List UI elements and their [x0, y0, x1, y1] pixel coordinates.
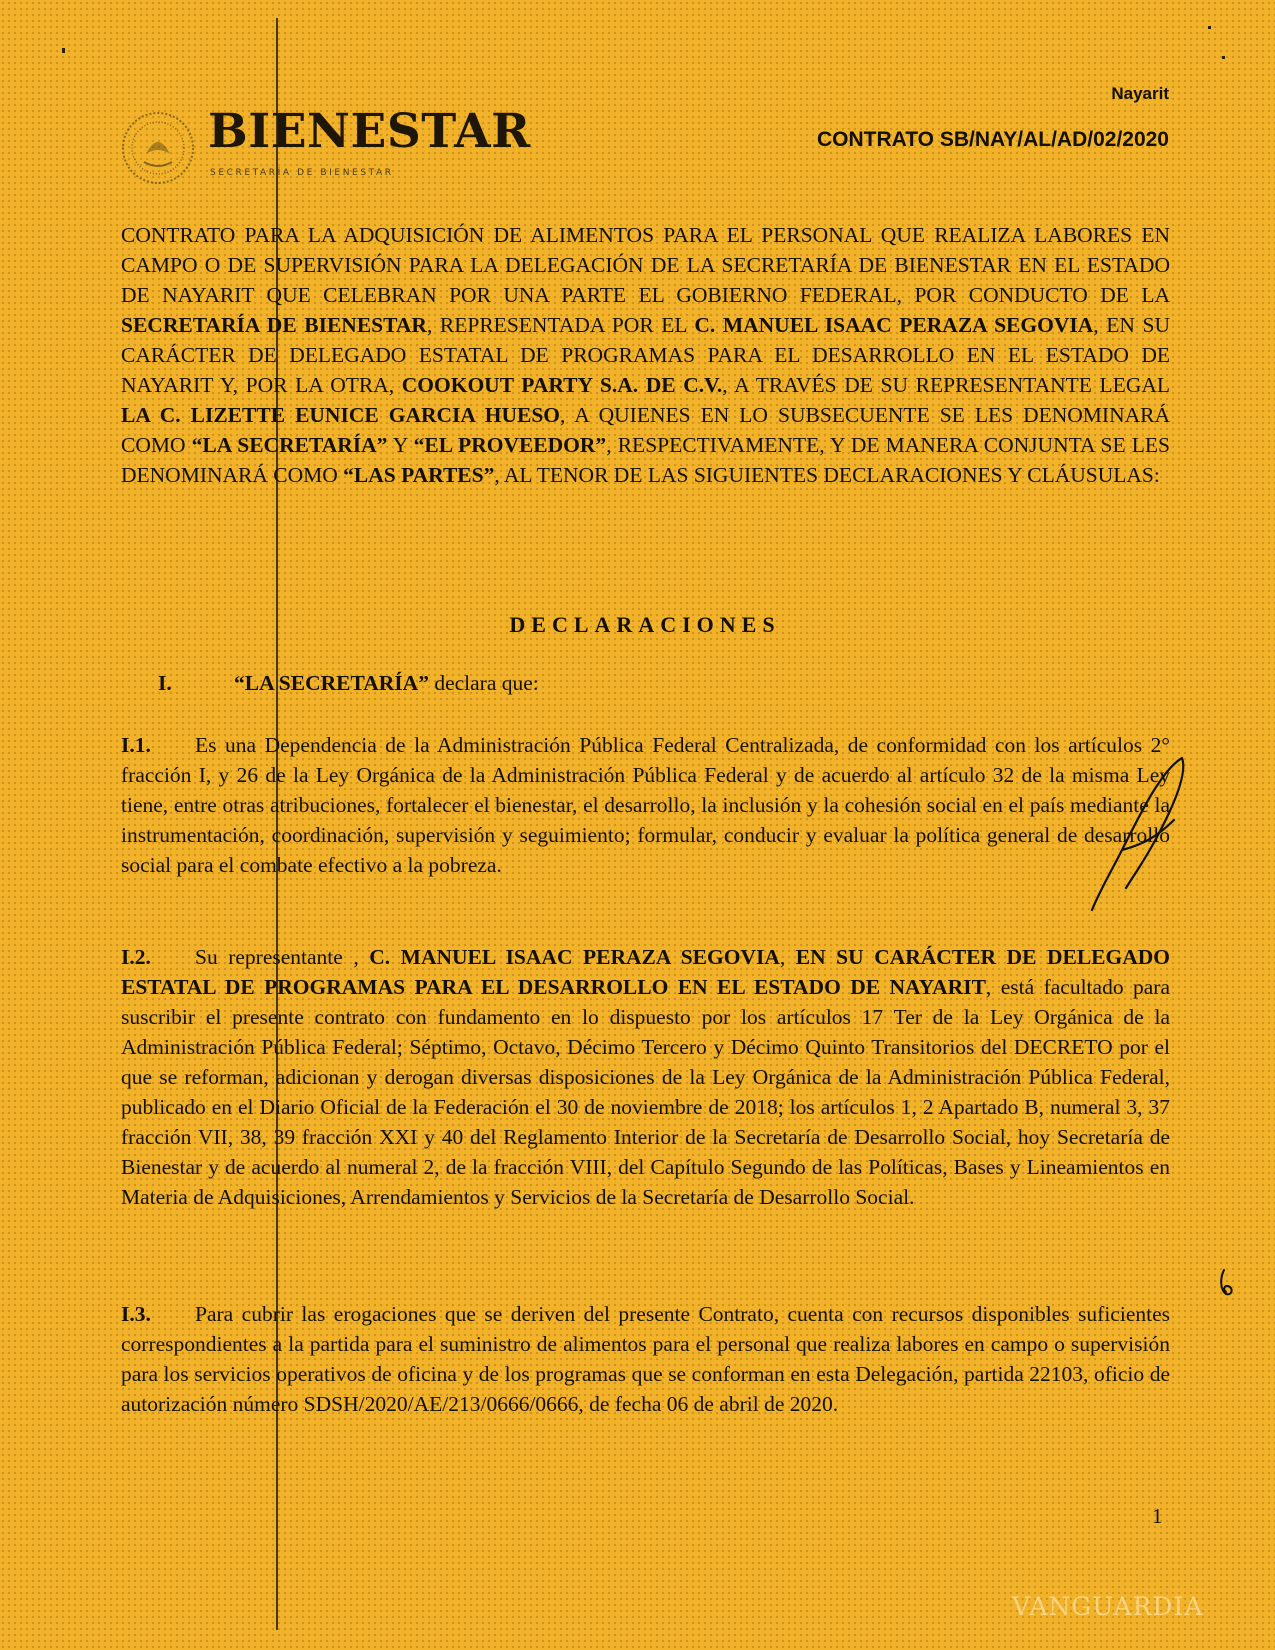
- intro-text: , A TRAVÉS DE SU REPRESENTANTE LEGAL: [722, 373, 1171, 397]
- section-party: “LA SECRETARÍA”: [234, 671, 429, 695]
- section-number: I.: [158, 671, 172, 695]
- contract-number: CONTRATO SB/NAY/AL/AD/02/2020: [816, 128, 1169, 151]
- intro-bold: “LAS PARTES”: [343, 463, 495, 487]
- logo-wordmark: BIENESTAR: [208, 104, 531, 159]
- intro-text: , EN SU CARÁCTER DE DELEGADO ESTATAL DE PROGRAMAS PARA EL DESARROLLO EN EL ESTADO DE NAYARIT Y, POR LA OTRA,: [121, 313, 1170, 397]
- intro-bold: C. MANUEL ISAAC PERAZA SEGOVIA: [694, 313, 1094, 337]
- clause-text: Su representante ,: [195, 945, 370, 969]
- page-number: 1: [1152, 1504, 1163, 1528]
- intro-text: , RESPECTIVAMENTE, Y DE MANERA CONJUNTA SE LES DENOMINARÁ COMO: [121, 433, 1170, 487]
- clause-bold: C. MANUEL ISAAC PERAZA SEGOVIA: [369, 945, 780, 969]
- intro-text: , AL TENOR DE LAS SIGUIENTES DECLARACIONES Y CLÁUSULAS:: [494, 463, 1160, 487]
- intro-bold: LA C. LIZETTE EUNICE GARCIA HUESO: [121, 403, 561, 427]
- clause-bold: EN SU CARÁCTER DE DELEGADO ESTATAL DE PROGRAMAS PARA EL DESARROLLO EN EL ESTADO DE NAYARIT: [121, 945, 1170, 999]
- clause-number: I.3.: [121, 1302, 151, 1326]
- clause-1-1: [121, 730, 1170, 880]
- clause-1-3: [121, 1299, 1170, 1419]
- scan-speck: [1208, 26, 1211, 29]
- intro-text: Y: [387, 433, 414, 457]
- intro-bold: COOKOUT PARTY S.A. DE C.V.: [401, 373, 723, 397]
- logo-subtitle: SECRETARÍA DE BIENESTAR: [210, 168, 394, 178]
- intro-text: , REPRESENTADA POR EL: [426, 313, 695, 337]
- handwritten-initial: [1218, 1268, 1238, 1298]
- intro-bold: “LA SECRETARÍA”: [191, 433, 388, 457]
- watermark: VANGUARDIA: [1012, 1592, 1204, 1621]
- clause-number: I.2.: [121, 945, 151, 969]
- section-i-heading: [158, 671, 539, 696]
- clause-text: Es una Dependencia de la Administración Pública Federal Centralizada, de conformidad con los artículos 2° fracción I, y 26 de la Ley Orgánica de la Administración Pública Federal y de acuerdo al artículo 32 de la misma Ley tiene, entre otras atribuciones, fortalecer el bienestar, el desarrollo, la inclusión y la cohesión social en el país mediante la instrumentación, coordinación, supervisión y seguimiento; formular, conducir y evaluar la política general de desarrollo social para el combate efectivo a la pobreza.: [121, 733, 1170, 877]
- handwritten-signature: [1082, 750, 1192, 920]
- intro-text: CONTRATO PARA LA ADQUISICIÓN DE ALIMENTOS PARA EL PERSONAL QUE REALIZA LABORES EN CAMPO O DE SUPERVISIÓN PARA LA DELEGACIÓN DE LA SECRETARÍA DE BIENESTAR EN EL ESTADO DE NAYARIT QUE CELEBRAN POR UNA PARTE EL GOBIERNO FEDERAL, POR CONDUCTO DE LA: [121, 223, 1170, 307]
- scan-speck: [1222, 56, 1225, 59]
- clause-text: ,: [779, 945, 796, 969]
- clause-text: , está facultado para suscribir el presente contrato con fundamento en lo dispuesto por los artículos 17 Ter de la Ley Orgánica de la Administración Pública Federal; Séptimo, Octavo, Décimo Tercero y Décimo Quinto Transitorios del DECRETO por el que se reforman, adicionan y derogan diversas disposiciones de la Ley Orgánica de la Administración Pública Federal, publicado en el Diario Oficial de la Federación el 30 de noviembre de 2018; los artículos 1, 2 Apartado B, numeral 3, 37 fracción VII, 38, 39 fracción XXI y 40 del Reglamento Interior de la Secretaría de Desarrollo Social, hoy Secretaría de Bienestar y de acuerdo al numeral 2, de la fracción VIII, del Capítulo Segundo de las Políticas, Bases y Lineamientos en Materia de Adquisiciones, Arrendamientos y Servicios de la Secretaría de Desarrollo Social.: [121, 975, 1170, 1209]
- intro-text: , A QUIENES EN LO SUBSECUENTE SE LES DENOMINARÁ COMO: [121, 403, 1171, 457]
- intro-paragraph: [121, 220, 1170, 490]
- clause-1-2: [121, 942, 1170, 1212]
- state-label: Nayarit: [1111, 84, 1169, 103]
- section-text: declara que:: [428, 671, 539, 695]
- scan-speck: [62, 48, 65, 53]
- coat-of-arms-seal-icon: [120, 110, 196, 186]
- intro-bold: “EL PROVEEDOR”: [413, 433, 607, 457]
- clause-number: I.1.: [121, 733, 151, 757]
- declaraciones-heading: DECLARACIONES: [509, 612, 781, 637]
- intro-bold: SECRETARÍA DE BIENESTAR: [121, 313, 427, 337]
- clause-text: Para cubrir las erogaciones que se deriven del presente Contrato, cuenta con recursos disponibles suficientes correspondientes a la partida para el suministro de alimentos para el personal que realiza labores en campo o supervisión para los servicios operativos de oficina y de los programas que se conforman en esta Delegación, partida 22103, oficio de autorización número SDSH/2020/AE/213/0666/0666, de fecha 06 de abril de 2020.: [121, 1302, 1170, 1416]
